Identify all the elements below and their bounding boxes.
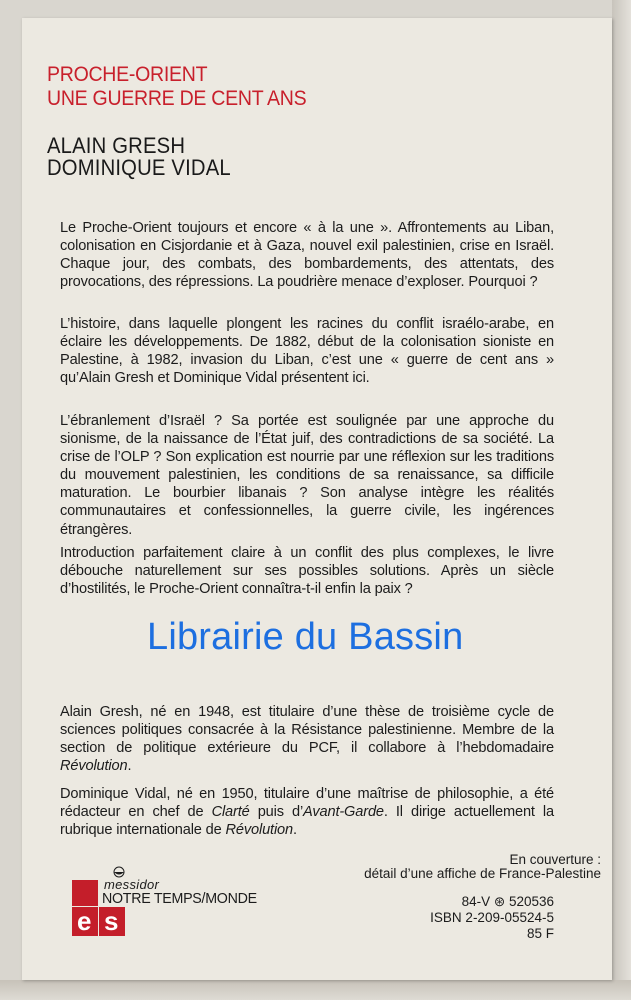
isbn: ISBN 2-209-05524-5 — [430, 910, 554, 925]
logo-letter-s: s — [104, 906, 119, 936]
blurb-paragraph-4: Introduction parfaitement claire à un conflit des plus complexes, le livre débouche naturellement sur ses possibles solutions. Après un siècle d’hostilités, le Proche-Orient connaîtra-t-il enfin la paix ? — [60, 545, 554, 598]
blurb-paragraph-2: L’histoire, dans laquelle plongent les racines du conflit israélo-arabe, en éclaire les développements. De 1882, début de la colonisation sioniste en Palestine, à 1982, invasion du Liban, c’est une « guerre de cent ans » qu’Alain Gresh et Dominique Vidal présentent ici. — [60, 316, 554, 387]
book-title-line-2: UNE GUERRE DE CENT ANS — [47, 87, 307, 110]
logo-square-top — [72, 880, 98, 906]
product-code: 84-V ⊛ 520536 — [461, 894, 554, 909]
book-title-line-1: PROCHE-ORIENT — [47, 63, 208, 86]
price: 85 F — [526, 926, 554, 941]
collection-name: NOTRE TEMPS/MONDE — [102, 890, 257, 907]
author-bio-gresh: Alain Gresh, né en 1948, est titulaire d’une thèse de troisième cycle de sciences politiques consacrée à la Résistance palestinienne. Membre de la section de politique extérieure du PCF, il collabore à l’hebdomadaire Révolution. — [60, 704, 554, 775]
author-bio-vidal: Dominique Vidal, né en 1950, titulaire d’une maîtrise de philosophie, a été rédacteur en chef de Clarté puis d’Avant-Garde. Il dirige actuellement la rubrique internationale de Révolution. — [60, 786, 554, 839]
blurb-paragraph-1: Le Proche-Orient toujours et encore « à la une ». Affrontements au Liban, colonisation en Cisjordanie et à Gaza, nouvel exil palestinien, crise en Israël. Chaque jour, des combats, des bombardements, des attentats, des provocations, des répressions. La poudrière menace d’exploser. Pourquoi ? — [60, 220, 554, 291]
author-name-2: DOMINIQUE VIDAL — [47, 155, 231, 180]
page-edge-right — [612, 0, 631, 1000]
logo-letter-e: e — [77, 906, 92, 936]
page-edge-bottom — [0, 980, 631, 1000]
cover-credit-line-1: En couverture : — [509, 852, 601, 867]
seller-watermark: Librairie du Bassin — [147, 616, 464, 658]
blurb-paragraph-3: L’ébranlement d’Israël ? Sa portée est soulignée par une approche du sionisme, de la naissance de l’État juif, des contradictions de sa société. La crise de l’OLP ? Son explication est nourrie par une réflexion sur les traditions du mouvement palestinien, les conditions de sa renaissance, sa difficile maturation. Le bourbier libanais ? Son analyse intègre les réalités communautaires et confessionnelles, la guerre civile, les ingérences étrangères. — [60, 413, 554, 538]
publisher-brand: messidor — [104, 877, 160, 892]
author-name-1: ALAIN GRESH — [47, 133, 186, 158]
cover-credit-line-2: détail d’une affiche de France-Palestine — [364, 866, 601, 881]
